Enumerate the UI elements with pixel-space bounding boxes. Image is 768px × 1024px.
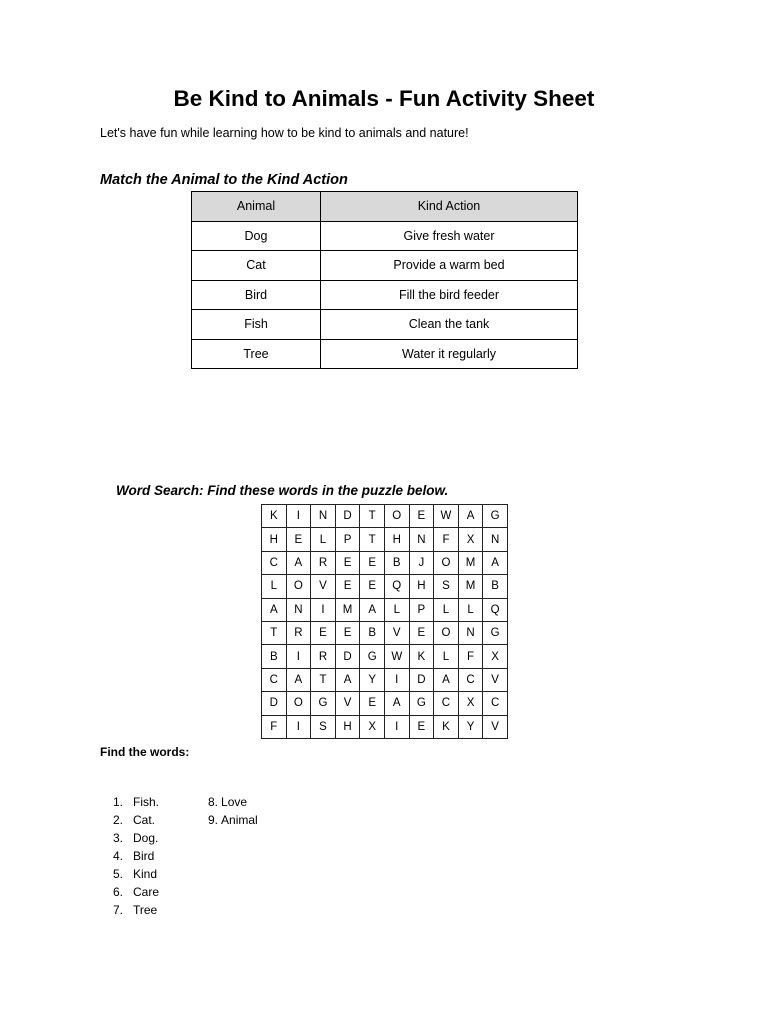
list-item-word: Cat. bbox=[133, 813, 156, 827]
grid-cell: P bbox=[410, 599, 435, 622]
grid-cell: N bbox=[287, 599, 312, 622]
column-header-animal: Animal bbox=[192, 192, 321, 222]
grid-cell: G bbox=[360, 645, 385, 668]
grid-cell: M bbox=[459, 552, 484, 575]
kind-action-cell: Clean the tank bbox=[321, 310, 578, 340]
grid-cell: C bbox=[262, 669, 287, 692]
grid-cell: B bbox=[385, 552, 410, 575]
grid-cell: D bbox=[262, 692, 287, 715]
list-item bbox=[100, 867, 157, 881]
grid-cell: A bbox=[483, 552, 508, 575]
grid-cell: W bbox=[434, 505, 459, 528]
grid-cell: O bbox=[434, 622, 459, 645]
grid-cell: N bbox=[311, 505, 336, 528]
grid-cell: D bbox=[336, 505, 361, 528]
list-item bbox=[100, 795, 159, 809]
grid-cell: X bbox=[459, 692, 484, 715]
grid-cell: X bbox=[459, 528, 484, 551]
list-item-word: Animal bbox=[221, 813, 258, 827]
grid-cell: O bbox=[287, 575, 312, 598]
list-item-number: 4. bbox=[112, 849, 123, 863]
animal-cell: Bird bbox=[192, 280, 321, 310]
grid-cell: C bbox=[459, 669, 484, 692]
list-item bbox=[100, 885, 159, 899]
grid-cell: L bbox=[385, 599, 410, 622]
grid-cell: V bbox=[385, 622, 410, 645]
list-item-word: Bird bbox=[133, 849, 155, 863]
animal-cell: Fish bbox=[192, 310, 321, 340]
grid-cell: I bbox=[287, 716, 312, 739]
grid-cell: R bbox=[311, 645, 336, 668]
list-item-number: 7. bbox=[112, 903, 123, 917]
grid-cell: A bbox=[434, 669, 459, 692]
grid-cell: V bbox=[483, 669, 508, 692]
grid-cell: K bbox=[262, 505, 287, 528]
grid-cell: C bbox=[434, 692, 459, 715]
table-row bbox=[192, 280, 578, 310]
list-item bbox=[208, 795, 247, 809]
grid-cell: E bbox=[336, 552, 361, 575]
grid-cell: I bbox=[287, 505, 312, 528]
grid-cell: K bbox=[410, 645, 435, 668]
table-row bbox=[192, 221, 578, 251]
table-row bbox=[192, 251, 578, 281]
grid-cell: W bbox=[385, 645, 410, 668]
grid-cell: L bbox=[262, 575, 287, 598]
kind-action-cell: Provide a warm bed bbox=[321, 251, 578, 281]
list-item-word: Dog. bbox=[133, 831, 159, 845]
grid-cell: X bbox=[483, 645, 508, 668]
grid-cell: R bbox=[287, 622, 312, 645]
list-item-number: 9. bbox=[208, 813, 219, 827]
grid-cell: H bbox=[385, 528, 410, 551]
word-search-heading: Word Search: Find these words in the puzzle below. bbox=[116, 483, 449, 498]
grid-cell: H bbox=[336, 716, 361, 739]
grid-cell: M bbox=[336, 599, 361, 622]
list-item-number: 2. bbox=[112, 813, 123, 827]
grid-cell: P bbox=[336, 528, 361, 551]
grid-cell: I bbox=[385, 669, 410, 692]
list-item-number: 6. bbox=[112, 885, 123, 899]
grid-cell: A bbox=[385, 692, 410, 715]
grid-cell: R bbox=[311, 552, 336, 575]
grid-cell: E bbox=[410, 622, 435, 645]
grid-cell: I bbox=[385, 716, 410, 739]
list-item-word: Care bbox=[133, 885, 160, 899]
grid-cell: E bbox=[410, 505, 435, 528]
intro-text: Let's have fun while learning how to be kind to animals and nature! bbox=[100, 126, 469, 140]
grid-cell: T bbox=[262, 622, 287, 645]
grid-cell: T bbox=[311, 669, 336, 692]
grid-cell: Q bbox=[483, 599, 508, 622]
grid-cell: E bbox=[410, 716, 435, 739]
grid-cell: I bbox=[287, 645, 312, 668]
grid-cell: L bbox=[459, 599, 484, 622]
grid-cell: N bbox=[459, 622, 484, 645]
grid-cell: B bbox=[360, 622, 385, 645]
grid-cell: L bbox=[434, 645, 459, 668]
grid-cell: A bbox=[336, 669, 361, 692]
grid-cell: C bbox=[483, 692, 508, 715]
animal-cell: Tree bbox=[192, 339, 321, 369]
grid-cell: L bbox=[311, 528, 336, 551]
grid-cell: B bbox=[483, 575, 508, 598]
grid-cell: A bbox=[287, 669, 312, 692]
grid-cell: E bbox=[287, 528, 312, 551]
grid-cell: V bbox=[336, 692, 361, 715]
animal-cell: Cat bbox=[192, 251, 321, 281]
match-table bbox=[191, 191, 578, 369]
grid-cell: N bbox=[483, 528, 508, 551]
list-item-number: 5. bbox=[112, 867, 123, 881]
grid-cell: F bbox=[459, 645, 484, 668]
grid-cell: T bbox=[360, 505, 385, 528]
list-item bbox=[100, 831, 158, 845]
word-search-grid bbox=[261, 504, 508, 739]
grid-cell: O bbox=[434, 552, 459, 575]
find-words-heading: Find the words: bbox=[100, 745, 190, 759]
grid-cell: G bbox=[483, 622, 508, 645]
grid-cell: F bbox=[434, 528, 459, 551]
grid-cell: A bbox=[459, 505, 484, 528]
list-item-number: 3. bbox=[112, 831, 123, 845]
grid-cell: V bbox=[483, 716, 508, 739]
grid-cell: K bbox=[434, 716, 459, 739]
list-item bbox=[100, 813, 155, 827]
grid-cell: E bbox=[336, 622, 361, 645]
grid-cell: H bbox=[410, 575, 435, 598]
grid-cell: E bbox=[336, 575, 361, 598]
grid-cell: I bbox=[311, 599, 336, 622]
kind-action-cell: Water it regularly bbox=[321, 339, 578, 369]
list-item-word: Tree bbox=[133, 903, 158, 917]
grid-cell: D bbox=[336, 645, 361, 668]
grid-cell: A bbox=[262, 599, 287, 622]
grid-cell: G bbox=[410, 692, 435, 715]
table-row bbox=[192, 310, 578, 340]
grid-cell: E bbox=[360, 575, 385, 598]
grid-cell: B bbox=[262, 645, 287, 668]
list-item-word: Love bbox=[221, 795, 248, 809]
grid-cell: Y bbox=[360, 669, 385, 692]
grid-cell: S bbox=[311, 716, 336, 739]
list-item-number: 1. bbox=[112, 795, 123, 809]
grid-cell: A bbox=[287, 552, 312, 575]
grid-cell: T bbox=[360, 528, 385, 551]
page-title: Be Kind to Animals - Fun Activity Sheet bbox=[173, 86, 595, 111]
list-item-number: 8. bbox=[208, 795, 219, 809]
grid-cell: F bbox=[262, 716, 287, 739]
grid-cell: D bbox=[410, 669, 435, 692]
kind-action-cell: Fill the bird feeder bbox=[321, 280, 578, 310]
animal-cell: Dog bbox=[192, 221, 321, 251]
grid-cell: H bbox=[262, 528, 287, 551]
grid-cell: Q bbox=[385, 575, 410, 598]
column-header-kind-action: Kind Action bbox=[321, 192, 578, 222]
grid-cell: E bbox=[311, 622, 336, 645]
list-item-word: Fish. bbox=[133, 795, 160, 809]
grid-cell: E bbox=[360, 692, 385, 715]
grid-cell: X bbox=[360, 716, 385, 739]
grid-cell: E bbox=[360, 552, 385, 575]
grid-cell: O bbox=[385, 505, 410, 528]
grid-cell: V bbox=[311, 575, 336, 598]
grid-cell: M bbox=[459, 575, 484, 598]
kind-action-cell: Give fresh water bbox=[321, 221, 578, 251]
list-item bbox=[100, 849, 154, 863]
grid-cell: G bbox=[483, 505, 508, 528]
grid-cell: A bbox=[360, 599, 385, 622]
grid-cell: O bbox=[287, 692, 312, 715]
match-heading: Match the Animal to the Kind Action bbox=[100, 172, 348, 188]
grid-cell: Y bbox=[459, 716, 484, 739]
grid-cell: G bbox=[311, 692, 336, 715]
list-item-word: Kind bbox=[133, 867, 158, 881]
grid-cell: C bbox=[262, 552, 287, 575]
list-item bbox=[100, 903, 157, 917]
table-row bbox=[192, 339, 578, 369]
grid-cell: S bbox=[434, 575, 459, 598]
grid-cell: N bbox=[410, 528, 435, 551]
list-item bbox=[208, 813, 258, 827]
grid-cell: J bbox=[410, 552, 435, 575]
match-header-row bbox=[192, 192, 578, 222]
grid-cell: L bbox=[434, 599, 459, 622]
